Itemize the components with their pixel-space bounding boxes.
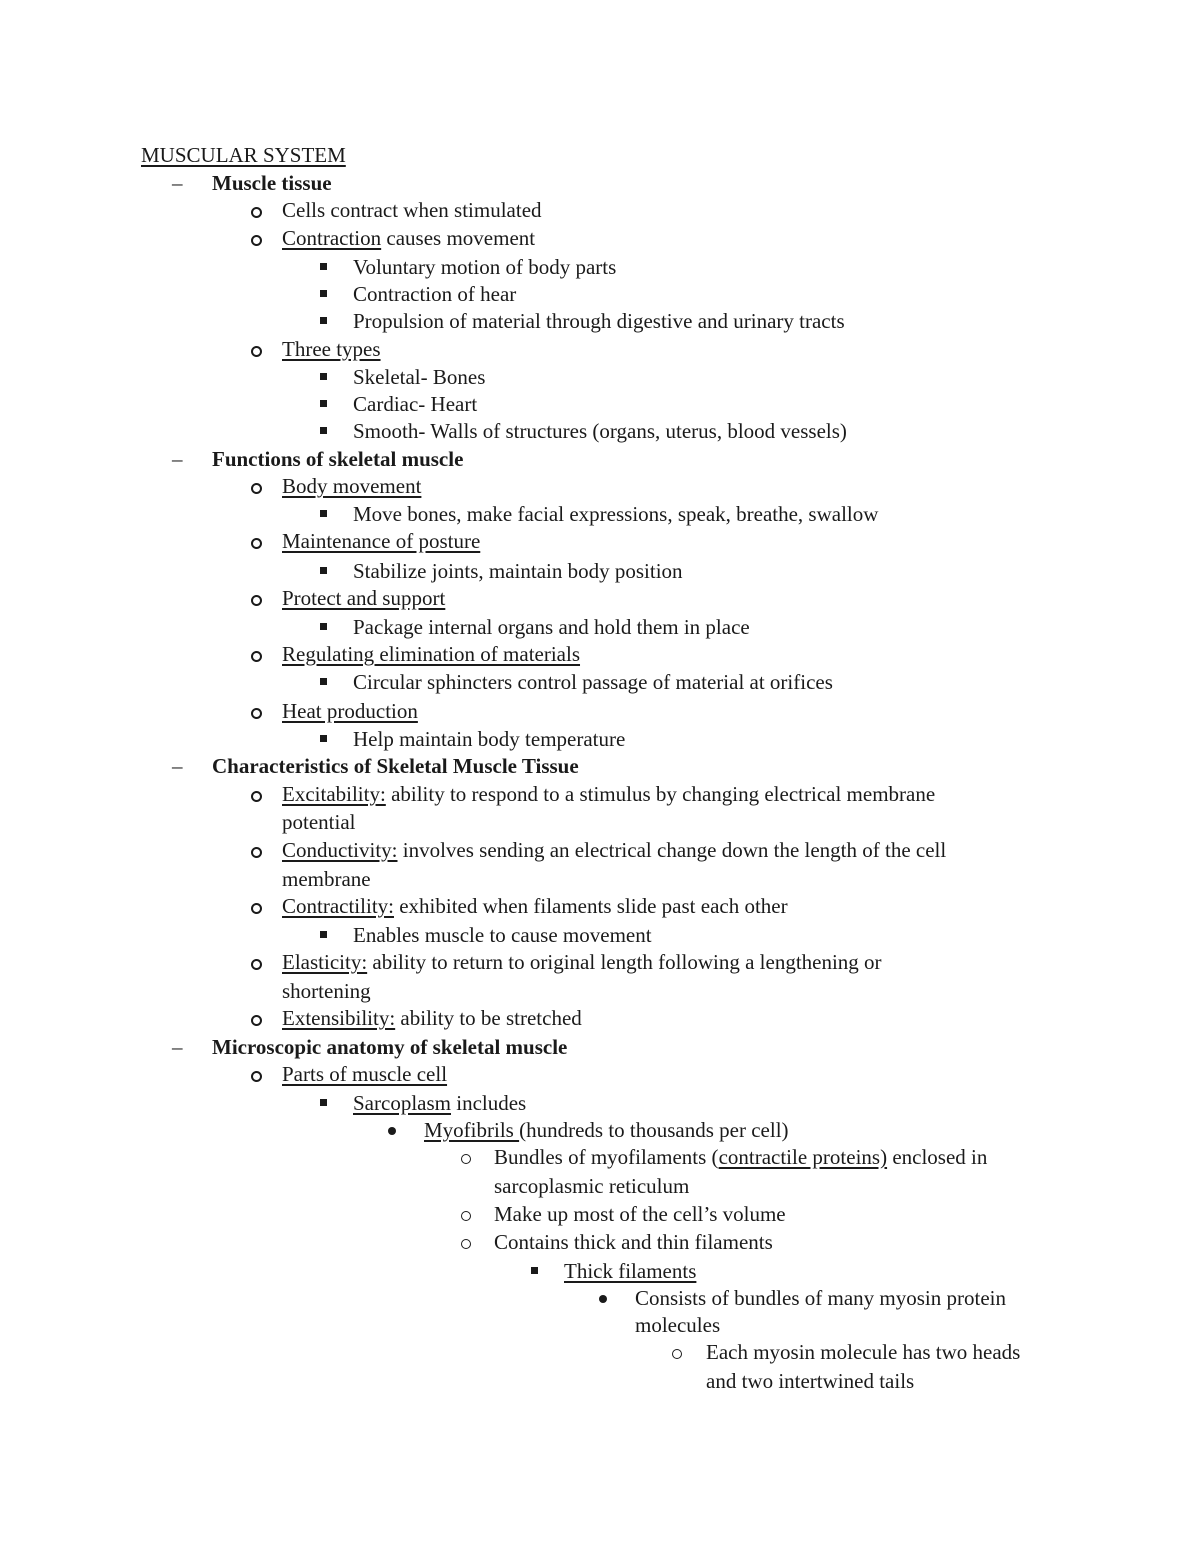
list-item: Contains thick and thin filaments [494,1230,773,1254]
dash-bullet: – [172,171,183,195]
list-item: Heat production [282,699,418,723]
list-item: Circular sphincters control passage of material at orifices [353,670,833,694]
list-item: Conductivity: involves sending an electrical change down the length of the cell [282,838,947,862]
list-item-continuation: shortening [282,979,371,1003]
circle-bullet-icon [251,538,262,549]
circle-bullet-icon [251,595,262,606]
list-item: Help maintain body temperature [353,727,626,751]
list-item: Parts of muscle cell [282,1062,448,1086]
circle-bullet-icon [251,903,262,914]
page-title: MUSCULAR SYSTEM [141,143,346,167]
list-item: Contraction of hear [353,282,517,306]
square-bullet-icon [320,623,327,630]
open-circle-bullet-icon [461,1211,471,1221]
square-bullet-icon [531,1267,538,1274]
circle-bullet-icon [251,483,262,494]
square-bullet-icon [320,678,327,685]
list-item: Move bones, make facial expressions, speak, breathe, swallow [353,502,879,526]
list-item: Three types [282,337,381,361]
square-bullet-icon [320,373,327,380]
list-item: Body movement [282,474,422,498]
list-item: Consists of bundles of many myosin protein [635,1286,1006,1310]
list-item: Skeletal- Bones [353,365,486,389]
section-heading-functions: Functions of skeletal muscle [212,447,464,471]
list-item: Regulating elimination of materials [282,642,581,666]
circle-bullet-icon [251,791,262,802]
square-bullet-icon [320,1099,327,1106]
square-bullet-icon [320,735,327,742]
list-item: Package internal organs and hold them in place [353,615,750,639]
circle-bullet-icon [251,959,262,970]
list-item: Contraction causes movement [282,226,536,250]
square-bullet-icon [320,263,327,270]
circle-bullet-icon [251,708,262,719]
list-item: Myofibrils (hundreds to thousands per cell) [424,1118,789,1142]
list-item: Contractility: exhibited when filaments slide past each other [282,894,788,918]
list-item: Voluntary motion of body parts [353,255,617,279]
list-item: Propulsion of material through digestive and urinary tracts [353,309,845,333]
circle-bullet-icon [251,346,262,357]
list-item: Each myosin molecule has two heads [706,1340,1021,1364]
square-bullet-icon [320,317,327,324]
list-item-continuation: potential [282,810,356,834]
square-bullet-icon [320,290,327,297]
list-item: Make up most of the cell’s volume [494,1202,786,1226]
list-item-continuation: membrane [282,867,371,891]
list-item: Thick filaments [564,1259,697,1283]
circle-bullet-icon [251,847,262,858]
circle-bullet-icon [251,1071,262,1082]
list-item-continuation: molecules [635,1313,721,1337]
list-item: Sarcoplasm includes [353,1091,527,1115]
open-circle-bullet-icon [672,1349,682,1359]
section-heading-characteristics: Characteristics of Skeletal Muscle Tissue [212,754,579,778]
list-item: Protect and support [282,586,446,610]
square-bullet-icon [320,510,327,517]
dash-bullet: – [172,447,183,471]
circle-bullet-icon [251,651,262,662]
dot-bullet-icon [599,1295,607,1303]
circle-bullet-icon [251,207,262,218]
dot-bullet-icon [388,1127,396,1135]
open-circle-bullet-icon [461,1239,471,1249]
list-item: Enables muscle to cause movement [353,923,652,947]
list-item-continuation: and two intertwined tails [706,1369,915,1393]
circle-bullet-icon [251,1015,262,1026]
list-item: Excitability: ability to respond to a stimulus by changing electrical membrane [282,782,936,806]
list-item: Stabilize joints, maintain body position [353,559,683,583]
dash-bullet: – [172,754,183,778]
circle-bullet-icon [251,235,262,246]
square-bullet-icon [320,931,327,938]
list-item: Maintenance of posture [282,529,481,553]
list-item: Smooth- Walls of structures (organs, uterus, blood vessels) [353,419,847,443]
section-heading-microscopic: Microscopic anatomy of skeletal muscle [212,1035,568,1059]
section-heading-muscle-tissue: Muscle tissue [212,171,332,195]
dash-bullet: – [172,1035,183,1059]
list-item: Bundles of myofilaments (contractile proteins) enclosed in [494,1145,988,1169]
square-bullet-icon [320,400,327,407]
list-item: Elasticity: ability to return to original length following a lengthening or [282,950,882,974]
square-bullet-icon [320,567,327,574]
square-bullet-icon [320,427,327,434]
list-item-continuation: sarcoplasmic reticulum [494,1174,690,1198]
list-item: Cells contract when stimulated [282,198,542,222]
list-item: Cardiac- Heart [353,392,478,416]
list-item: Extensibility: ability to be stretched [282,1006,582,1030]
open-circle-bullet-icon [461,1154,471,1164]
